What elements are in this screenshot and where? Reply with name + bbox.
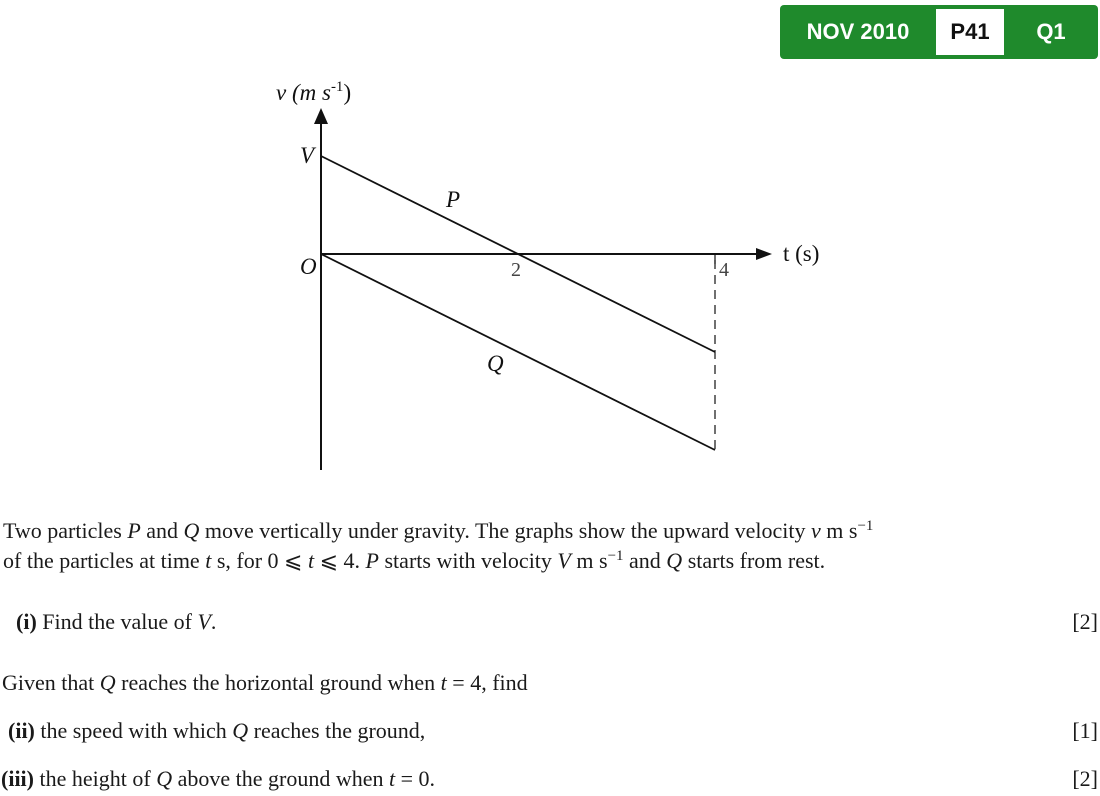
part-iii: (iii) the height of Q above the ground when t = 0. [2] [0, 764, 1098, 794]
part-iii-marks: [2] [1072, 766, 1098, 791]
line-p-label: P [446, 187, 461, 212]
line-q-label: Q [487, 351, 504, 376]
part-iii-number: (iii) [1, 766, 34, 791]
y-axis-label: v (m $s^{-1}$) [276, 79, 352, 105]
question-intro [3, 516, 1098, 576]
tick-label-2: 2 [511, 259, 521, 281]
part-ii-marks: [1] [1072, 718, 1098, 743]
intro-line-1: Two particles P and Q move vertically under gravity. The graphs show the upward velocity v m $s^{-1}$ [3, 518, 874, 543]
part-i-number: (i) [16, 609, 37, 634]
v-intercept-label: V [300, 143, 315, 168]
origin-label: O [300, 254, 317, 279]
given-statement: Given that Q reaches the horizontal ground when t = 4, find [2, 670, 528, 695]
tick-label-4: 4 [719, 259, 729, 281]
x-axis-label: t (s) [783, 241, 820, 266]
badge-question: Q1 [1036, 19, 1066, 44]
line-q [321, 254, 715, 450]
badge-session: NOV 2010 [806, 19, 910, 44]
part-ii-number: (ii) [8, 718, 35, 743]
intro-line-2: of the particles at time t s, for 0 ⩽ t ⩽ 4. P starts with velocity V m $s^{-1}$ and Q starts from rest. [3, 548, 826, 573]
y-axis-arrow [314, 108, 328, 124]
badge-paper: P41 [936, 9, 1004, 55]
x-axis-arrow [756, 248, 772, 260]
part-i: (i) Find the value of V. [2] [0, 607, 1098, 637]
part-ii: (ii) the speed with which Q reaches the ground, [1] [0, 716, 1098, 746]
part-i-marks: [2] [1072, 609, 1098, 634]
